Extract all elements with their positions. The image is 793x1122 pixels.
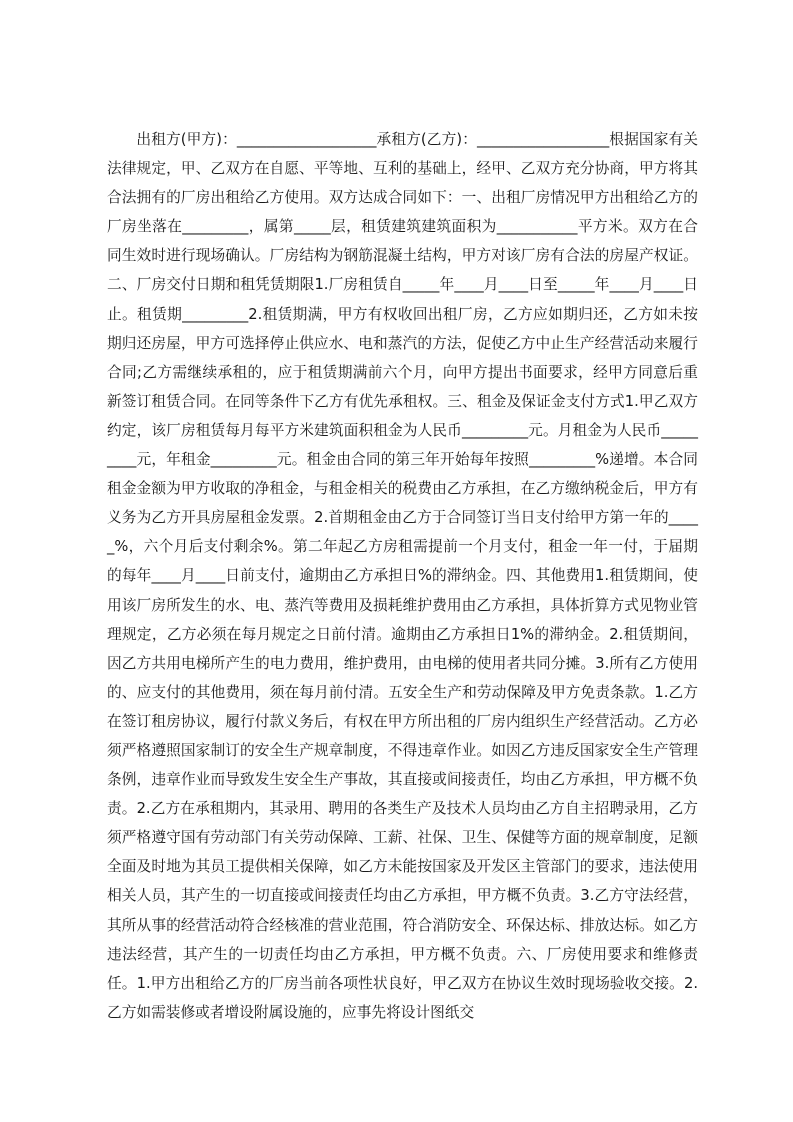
contract-body-text: 出租方(甲方)：___________________承租方(乙方)：__________________根据国家有关法律规定，甲、乙双方在自愿、平等地、互利的基础上，经甲、乙双方充分协商，甲方将其合法拥有的厂房出租给乙方使用。双方达成合同如下：一、出租厂房情况甲方出租给乙方的厂房坐落在_________，属第_____层，租赁建筑建筑面积为___________平方米。双方在合同生效时进行现场确认。厂房结构为钢筋混凝土结构，甲方对该厂房有合法的房屋产权证。二、厂房交付日期和租凭赁期限1.厂房租赁自_____年____月____日至_____年____月____日止。租赁期_________2.租赁期满，甲方有权收回出租厂房，乙方应如期归还，乙方如未按期归还房屋，甲方可选择停止供应水、电和蒸汽的方法，促使乙方中止生产经营活动来履行合同;乙方需继续承租的，应于租赁期满前六个月，向甲方提出书面要求，经甲方同意后重新签订租赁合同。在同等条件下乙方有优先承租权。三、租金及保证金支付方式1.甲乙双方约定，该厂房租赁每月每平方米建筑面积租金为人民币_________元。月租金为人民币_________元，年租金_________元。租金由合同的第三年开始每年按照_________%递增。本合同租金金额为甲方收取的净租金，与租金相关的税费由乙方承担，在乙方缴纳税金后，甲方有义务为乙方开具房屋租金发票。2.首期租金由乙方于合同签订当日支付给甲方第一年的_____%，六个月后支付剩余%。第二年起乙方房租需提前一个月支付，租金一年一付，于届期的每年____月____日前支付，逾期由乙方承担日%的滞纳金。四、其他费用1.租赁期间，使用该厂房所发生的水、电、蒸汽等费用及损耗维护费用由乙方承担，具体折算方式见物业管理规定，乙方必须在每月规定之日前付清。逾期由乙方承担日1%的滞纳金。2.租赁期间，因乙方共用电梯所产生的电力费用，维护费用，由电梯的使用者共同分摊。3.所有乙方使用的、应支付的其他费用，须在每月前付清。五安全生产和劳动保障及甲方免责条款。1.乙方在签订租房协议，履行付款义务后，有权在甲方所出租的厂房内组织生产经营活动。乙方必须严格遵照国家制订的安全生产规章制度，不得违章作业。如因乙方违反国家安全生产管理条例，违章作业而导致发生安全生产事故，其直接或间接责任，均由乙方承担，甲方概不负责。2.乙方在承租期内，其录用、聘用的各类生产及技术人员均由乙方自主招聘录用，乙方须严格遵守国有劳动部门有关劳动保障、工薪、社保、卫生、保健等方面的规章制度，足额全面及时地为其员工提供相关保障，如乙方未能按国家及开发区主管部门的要求，违法使用相关人员，其产生的一切直接或间接责任均由乙方承担，甲方概不负责。3.乙方守法经营，其所从事的经营活动符合经核准的营业范围，符合消防安全、环保达标、排放达标。如乙方违法经营，其产生的一切责任均由乙方承担，甲方概不负责。六、厂房使用要求和维修责任。1.甲方出租给乙方的厂房当前各项性状良好，甲乙双方在协议生效时现场验收交接。2.乙方如需装修或者增设附属设施的，应事先将设计图纸交 xyxy=(107,131,698,1021)
